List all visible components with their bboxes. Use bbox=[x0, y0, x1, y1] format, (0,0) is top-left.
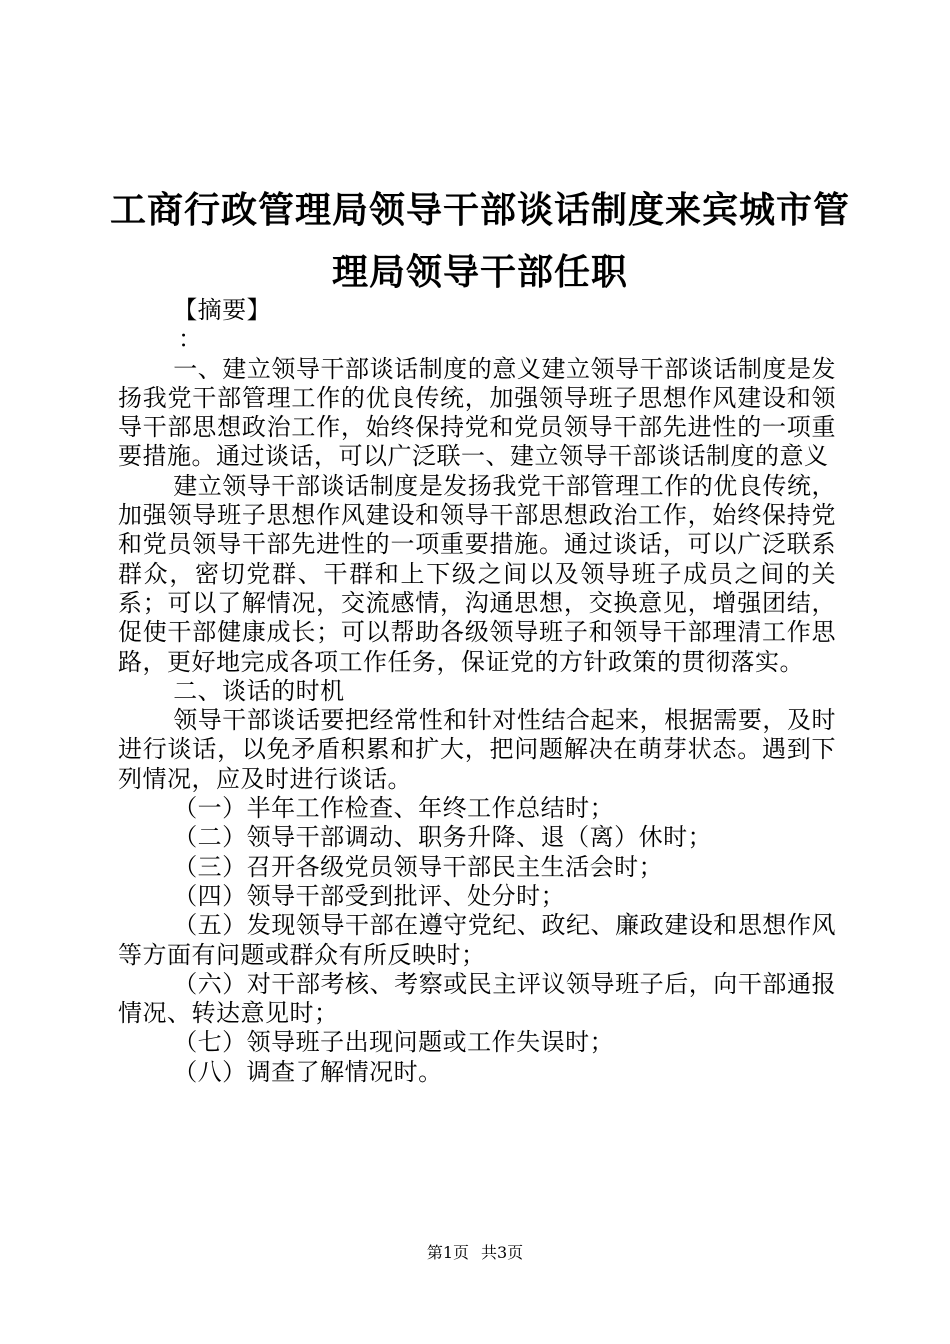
list-item: （二）领导干部调动、职务升降、退（离）休时； bbox=[173, 823, 713, 852]
list-item: （五）发现领导干部在遵守党纪、政纪、廉政建设和思想作风等方面有问题或群众有所反映时； bbox=[118, 911, 836, 969]
list-item: （八）调查了解情况时。 bbox=[173, 1057, 443, 1086]
list-item: （四）领导干部受到批评、处分时； bbox=[173, 881, 566, 910]
list-item: （三）召开各级党员领导干部民主生活会时； bbox=[173, 852, 664, 881]
page-footer bbox=[0, 1242, 950, 1264]
list-item: （七）领导班子出现问题或工作失误时； bbox=[173, 1028, 615, 1057]
list-item: （一）半年工作检查、年终工作总结时； bbox=[173, 794, 615, 823]
document-title: 工商行政管理局领导干部谈话制度来宾城市管理局领导干部任职 bbox=[110, 190, 851, 293]
page-number: 第1页 bbox=[426, 1243, 469, 1262]
section-heading: 二、谈话的时机 bbox=[173, 676, 345, 705]
list-item: （六）对干部考核、考察或民主评议领导班子后，向干部通报情况、转达意见时； bbox=[118, 969, 836, 1028]
paragraph: 一、建立领导干部谈话制度的意义建立领导干部谈话制度是发扬我党干部管理工作的优良传统，加强领导班子思想作风建设和领导干部思想政治工作，始终保持党和党员领导干部先进性的一项重要措施。通过谈话，可以广泛联一、建立领导干部谈话制度的意义 bbox=[118, 354, 836, 471]
page-total: 共3页 bbox=[481, 1243, 524, 1262]
paragraph: 建立领导干部谈话制度是发扬我党干部管理工作的优良传统，加强领导班子思想作风建设和领导干部思想政治工作，始终保持党和党员领导干部先进性的一项重要措施。通过谈话，可以广泛联系群众，密切党群、干群和上下级之间以及领导班子成员之间的关系；可以了解情况，交流感情，沟通思想，交换意见，增强团结，促使干部健康成长；可以帮助各级领导班子和领导干部理清工作思路，更好地完成各项工作任务，保证党的方针政策的贯彻落实。 bbox=[118, 471, 836, 676]
abstract-label: 【摘要】 bbox=[173, 296, 272, 324]
document-body bbox=[118, 296, 836, 1087]
paragraph: 领导干部谈话要把经常性和针对性结合起来，根据需要，及时进行谈话，以免矛盾积累和扩大，把问题解决在萌芽状态。遇到下列情况，应及时进行谈话。 bbox=[118, 706, 836, 793]
abstract-colon: ： bbox=[178, 325, 203, 354]
